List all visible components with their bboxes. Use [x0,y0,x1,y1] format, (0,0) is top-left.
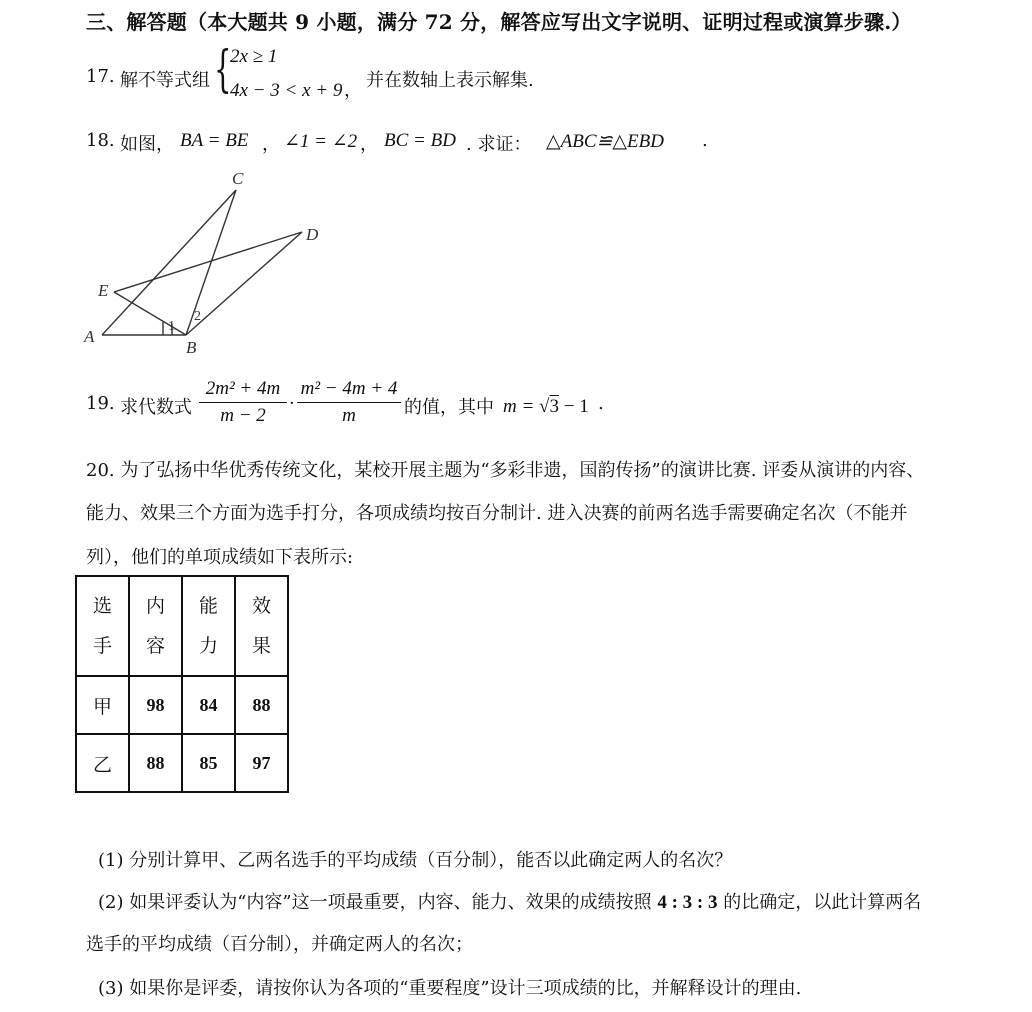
table-row [76,734,288,792]
q19-prefix: 求代数式 [120,397,192,418]
q20-sub-question-2-text-a: (2) 如果评委认为“内容”这一项最重要，内容、能力、效果的成绩按照 [98,892,652,913]
q20-sub-question-3: (3) 如果你是评委，请按你认为各项的“重要程度”设计三项成绩的比，并解释设计的理由. [98,978,802,999]
q18-geometry-figure [80,162,340,362]
q20-line-3: 列），他们的单项成绩如下表所示: [86,547,354,568]
q18-number: 18. [86,130,115,151]
segment-ed [114,232,302,292]
label-b: B [186,338,197,357]
q18-text-b: . 求证： [466,134,532,155]
q19-fraction-1-denominator: m − 2 [220,405,266,426]
q20-sub-question-2-line-2: 选手的平均成绩（百分制），并确定两人的名次； [86,934,473,955]
q19-fraction-1 [199,378,287,427]
q17-brace: { [214,40,232,98]
q18-end: . [702,130,708,151]
q19-end: . [598,393,604,414]
q18-condition-2: ∠1 = ∠2 [284,131,358,152]
label-angle-2: 2 [194,309,201,324]
table-row [76,676,288,734]
label-e: E [98,281,109,300]
q19-middle-text: 的值，其中 [404,397,494,418]
q20-line-2: 能力、效果三个方面为选手打分，各项成绩均按百分制计. 进入决赛的前两名选手需要确定名次（不能并 [86,503,908,524]
row-ability-score: 84 [182,676,235,734]
row-ability-score: 85 [182,734,235,792]
q17-suffix: 并在数轴上表示解集. [366,70,534,91]
row-name: 甲 [76,676,129,734]
q18-separator-2: ， [360,134,378,155]
q20-line-1: 20. 为了弘扬中华优秀传统文化，某校开展主题为“多彩非遗，国韵传扬”的演讲比赛. 评委从演讲的内容、 [86,460,925,481]
q17-inequality-2: 4x − 3 < x + 9 [230,80,343,101]
header-effect: 效 果 [235,576,288,676]
q20-sub-question-2 [98,888,921,914]
header-content: 内 容 [129,576,182,676]
q19-fraction-2 [297,378,401,427]
q19-fraction-2-numerator: m² − 4m + 4 [300,378,398,399]
q18-text-a: 如图， [120,134,174,155]
q20-sub-question-2-text-b: 的比确定，以此计算两名 [723,892,922,913]
row-name: 乙 [76,734,129,792]
q18-separator-1: ， [262,134,280,155]
q19-fraction-1-numerator: 2m² + 4m [205,378,281,399]
q20-sub-question-1: (1) 分别计算甲、乙两名选手的平均成绩（百分制），能否以此确定两人的名次？ [98,850,733,871]
label-angle-1: 1 [168,319,175,334]
q17-number: 17. [86,66,115,87]
segment-eb [114,292,186,335]
q19-dot: · [289,393,295,414]
header-ability: 能 力 [182,576,235,676]
label-d: D [306,225,319,244]
score-table-header-row [76,576,288,676]
segment-ac [102,190,236,335]
q19-fraction-1-bar [199,402,287,403]
q17-prefix: 解不等式组 [120,70,210,91]
row-content-score: 88 [129,734,182,792]
q20-ratio: 4 : 3 : 3 [657,892,718,913]
q17-inequality-1: 2x ≥ 1 [230,46,278,67]
q19-fraction-2-denominator: m [342,405,356,426]
q19-number: 19. [86,393,115,414]
score-table [75,575,289,793]
q19-condition-lhs: m = [503,396,540,417]
q19-condition-sqrt: 3 [549,396,559,417]
label-c: C [232,169,244,188]
q18-goal: △ABC≌△EBD [546,131,664,152]
q17-comma: ， [344,80,362,101]
q19-condition: m = √3 − 1 [503,396,589,417]
q18-condition-3: BC = BD [384,130,456,151]
section-title: 三、解答题（本大题共 9 小题，满分 72 分，解答应写出文字说明、证明过程或演算步骤.） [86,10,912,34]
row-content-score: 98 [129,676,182,734]
row-effect-score: 97 [235,734,288,792]
label-a: A [84,327,95,346]
q18-condition-1: BA = BE [180,130,249,151]
row-effect-score: 88 [235,676,288,734]
q19-fraction-2-bar [297,402,401,403]
header-contestant: 选 手 [76,576,129,676]
q19-condition-rhs: − 1 [558,396,589,417]
